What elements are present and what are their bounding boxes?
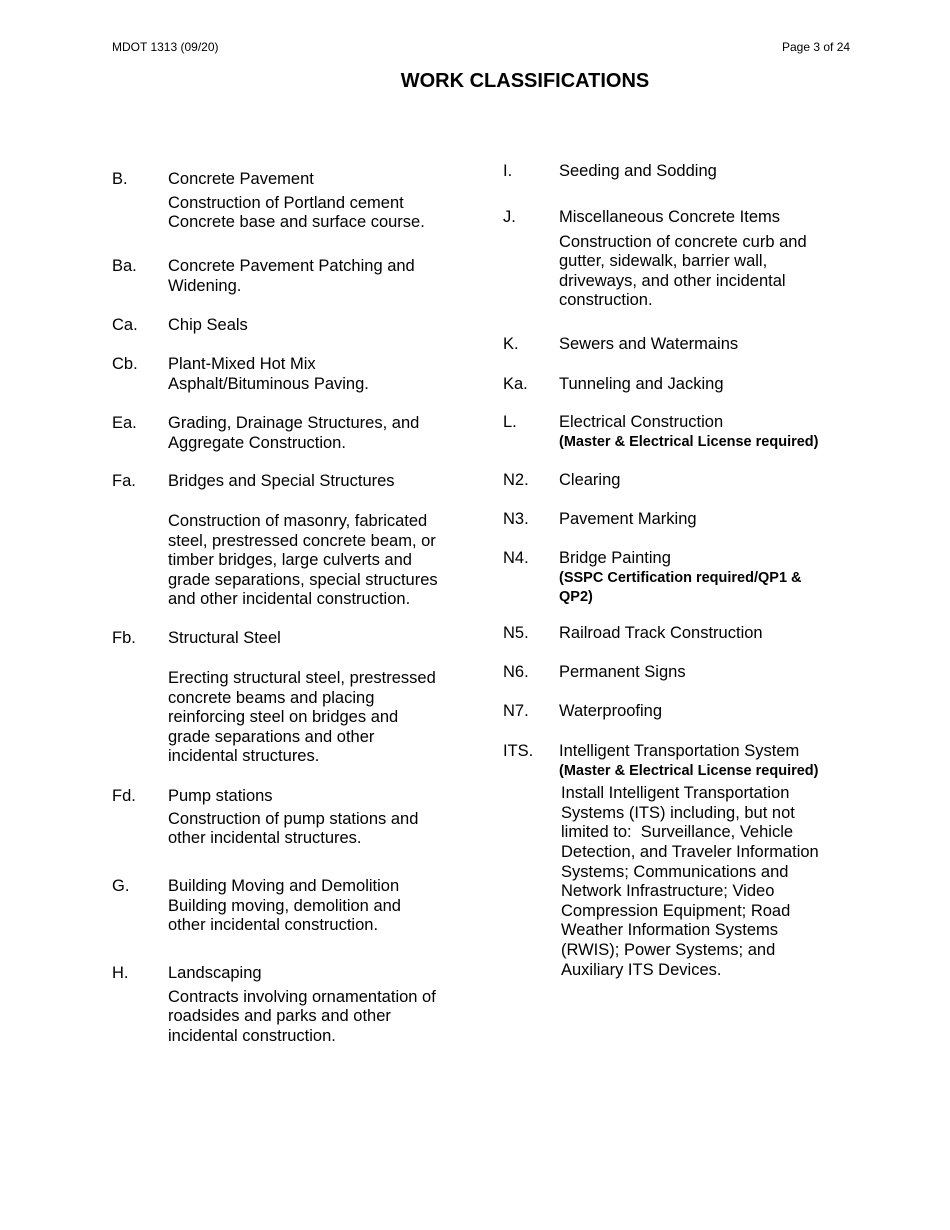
classification-code: B. bbox=[112, 170, 128, 188]
classification-line: Construction of concrete curb and bbox=[559, 232, 807, 251]
classification-title: Chip Seals bbox=[168, 316, 248, 334]
classification-code: N5. bbox=[503, 624, 529, 642]
classification-line: limited to: Surveillance, Vehicle bbox=[561, 823, 794, 842]
classification-line: Construction of Portland cement bbox=[168, 193, 404, 212]
classification-title: Waterproofing bbox=[559, 702, 663, 720]
classification-title: Tunneling and Jacking bbox=[559, 375, 724, 393]
classification-line: incidental construction. bbox=[168, 1026, 336, 1045]
classification-line: reinforcing steel on bridges and bbox=[168, 708, 399, 727]
classification-line: Detection, and Traveler Information bbox=[561, 842, 819, 861]
classification-code: N6. bbox=[503, 663, 529, 681]
classification-code: N3. bbox=[503, 510, 529, 528]
classification-line: Compression Equipment; Road bbox=[561, 901, 791, 920]
classification-code: J. bbox=[503, 208, 516, 226]
classification-code: Ca. bbox=[112, 316, 138, 334]
classification-code: K. bbox=[503, 335, 519, 353]
classification-line: steel, prestressed concrete beam, or bbox=[168, 531, 436, 550]
classification-code: Ba. bbox=[112, 257, 137, 275]
classification-line: grade separations and other bbox=[168, 727, 375, 746]
classification-line: Widening. bbox=[168, 276, 242, 295]
classification-code: Fb. bbox=[112, 629, 136, 647]
classification-line: Asphalt/Bituminous Paving. bbox=[168, 374, 369, 393]
classification-code: H. bbox=[112, 964, 129, 982]
classification-line: Construction of pump stations and bbox=[168, 809, 419, 828]
classification-title: Concrete Pavement Patching and bbox=[168, 257, 415, 275]
classification-line: Contracts involving ornamentation of bbox=[168, 987, 436, 1006]
classification-line: Building moving, demolition and bbox=[168, 896, 401, 915]
license-requirement: (Master & Electrical License required) bbox=[559, 433, 819, 450]
classification-title: Grading, Drainage Structures, and bbox=[168, 414, 420, 432]
classification-code: I. bbox=[503, 162, 513, 180]
classification-line: Concrete base and surface course. bbox=[168, 213, 425, 232]
classification-title: Landscaping bbox=[168, 964, 262, 982]
classification-code: Ea. bbox=[112, 414, 137, 432]
classification-title: Miscellaneous Concrete Items bbox=[559, 208, 781, 226]
classification-code: N2. bbox=[503, 471, 529, 489]
classification-title: Permanent Signs bbox=[559, 663, 686, 681]
classification-title: Pump stations bbox=[168, 787, 273, 805]
classification-line: grade separations, special structures bbox=[168, 570, 438, 589]
classification-line: Install Intelligent Transportation bbox=[561, 784, 790, 803]
classification-line: Construction of masonry, fabricated bbox=[168, 512, 428, 530]
classification-code: N7. bbox=[503, 702, 529, 720]
classification-line: Auxiliary ITS Devices. bbox=[561, 960, 722, 979]
classification-title: Electrical Construction bbox=[559, 413, 724, 431]
classification-line: timber bridges, large culverts and bbox=[168, 551, 412, 570]
classification-code: Fd. bbox=[112, 787, 136, 805]
classification-line: incidental structures. bbox=[168, 747, 320, 766]
classification-code: ITS. bbox=[503, 742, 534, 760]
classification-code: N4. bbox=[503, 549, 529, 567]
classification-line: Network Infrastructure; Video bbox=[561, 882, 775, 901]
classification-line: Weather Information Systems bbox=[561, 921, 779, 940]
classification-title: Sewers and Watermains bbox=[559, 335, 739, 353]
classification-title: Clearing bbox=[559, 471, 621, 489]
classification-line: roadsides and parks and other bbox=[168, 1007, 391, 1026]
classification-title: Building Moving and Demolition bbox=[168, 877, 400, 895]
classification-code: Ka. bbox=[503, 375, 528, 393]
classification-line: (RWIS); Power Systems; and bbox=[561, 940, 776, 959]
classification-line: Systems; Communications and bbox=[561, 862, 789, 881]
classification-code: G. bbox=[112, 877, 130, 895]
classification-line: and other incidental construction. bbox=[168, 590, 411, 609]
classification-line: Erecting structural steel, prestressed bbox=[168, 669, 436, 687]
classification-code: Cb. bbox=[112, 355, 138, 373]
classification-title: Concrete Pavement bbox=[168, 170, 314, 188]
classification-title: Seeding and Sodding bbox=[559, 162, 717, 180]
classification-code: L. bbox=[503, 413, 517, 431]
classification-title: Bridge Painting bbox=[559, 549, 671, 567]
classification-title: Bridges and Special Structures bbox=[168, 472, 395, 490]
classification-line: other incidental structures. bbox=[168, 829, 362, 848]
certification-requirement: (SSPC Certification required/QP1 & QP2) bbox=[559, 569, 802, 606]
classification-line: Systems (ITS) including, but not bbox=[561, 803, 795, 822]
classification-line: gutter, sidewalk, barrier wall, bbox=[559, 252, 768, 271]
classification-title: Plant-Mixed Hot Mix bbox=[168, 355, 316, 373]
classification-line: driveways, and other incidental bbox=[559, 271, 786, 290]
classification-title: Railroad Track Construction bbox=[559, 624, 763, 642]
page-title: WORK CLASSIFICATIONS bbox=[400, 70, 650, 92]
classification-line: other incidental construction. bbox=[168, 916, 379, 935]
page-number: Page 3 of 24 bbox=[782, 40, 851, 54]
form-id: MDOT 1313 (09/20) bbox=[112, 40, 219, 54]
classification-line: construction. bbox=[559, 291, 653, 310]
classification-code: Fa. bbox=[112, 472, 136, 490]
classification-line: concrete beams and placing bbox=[168, 688, 375, 707]
classification-title: Intelligent Transportation System bbox=[559, 742, 800, 760]
classification-line: Aggregate Construction. bbox=[168, 433, 346, 452]
classification-title: Pavement Marking bbox=[559, 510, 697, 528]
license-requirement: (Master & Electrical License required) bbox=[559, 762, 819, 779]
classification-title: Structural Steel bbox=[168, 629, 281, 647]
